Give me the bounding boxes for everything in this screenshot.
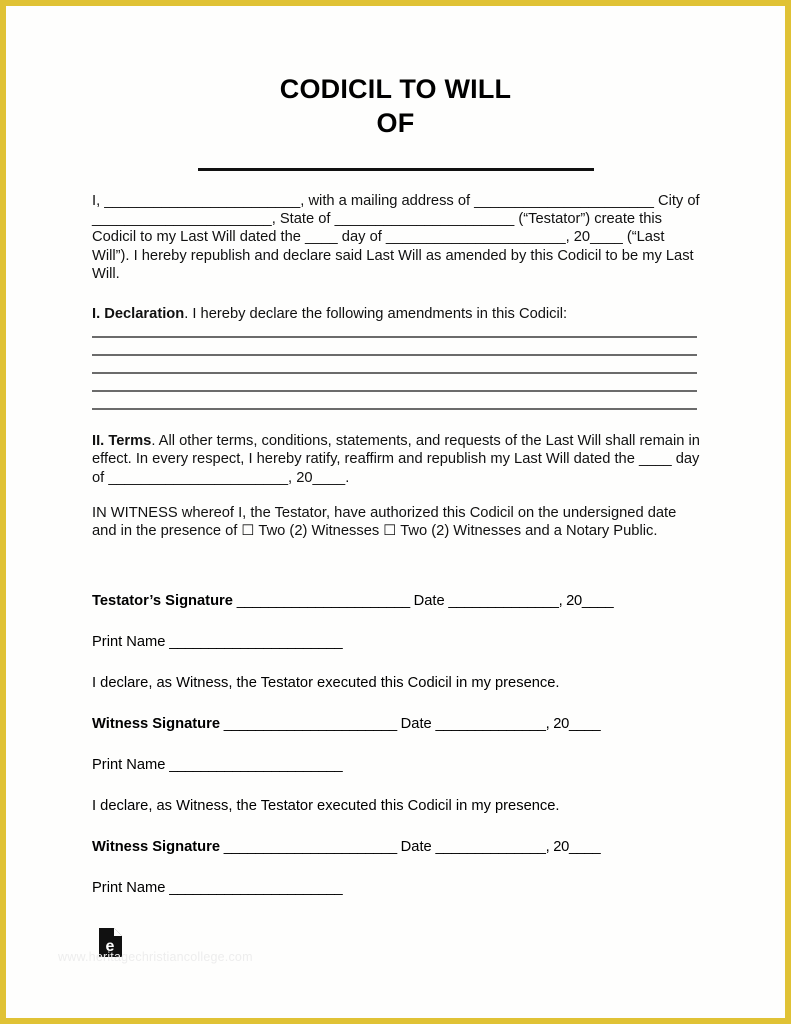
page-footer <box>58 928 378 980</box>
witness-one-print-name-blank[interactable]: ______________________ <box>165 757 343 774</box>
witness-two-signature-label: Witness Signature <box>92 839 220 856</box>
blank-line[interactable] <box>92 354 697 356</box>
terms-paragraph <box>92 432 704 487</box>
witness-two-declaration: I declare, as Witness, the Testator executed this Codicil in my presence. <box>92 798 560 815</box>
spacer <box>92 693 704 715</box>
witness-one-date-blank[interactable]: ______________, 20____ <box>431 716 601 733</box>
svg-text:e: e <box>105 938 115 955</box>
testator-date-label: Date <box>413 593 445 610</box>
witness-two-date-label: Date <box>400 839 432 856</box>
witness-one-date-label: Date <box>400 716 432 733</box>
witness-two-signature-blank[interactable]: ______________________ <box>220 839 401 856</box>
testator-signature-row <box>92 592 704 611</box>
testator-print-name-row <box>92 633 704 652</box>
declaration-heading: I. Declaration <box>92 306 185 323</box>
witness-one-signature-blank[interactable]: ______________________ <box>220 716 401 733</box>
spacer <box>92 487 704 504</box>
document-body <box>92 192 704 898</box>
title-line-1: CODICIL TO WILL <box>279 74 512 104</box>
testator-signature-blank[interactable]: ______________________ <box>232 593 414 610</box>
spacer <box>92 734 704 756</box>
declaration-text: . I hereby declare the following amendments in this Codicil: <box>184 306 568 323</box>
spacer <box>92 857 704 879</box>
testator-date-blank[interactable]: ______________, 20____ <box>444 593 614 610</box>
witness-two-print-name-row <box>92 879 704 898</box>
declaration-blank-lines[interactable] <box>92 336 704 410</box>
spacer <box>92 410 704 432</box>
terms-text: . All other terms, conditions, statements, and requests of the Last Will shall remain in effect. In every respect, I hereby ratify, reaffirm and republish my Last Will dated the ____ day of ______________________, 20____. <box>92 433 700 486</box>
witness-one-print-name-label: Print Name <box>92 757 166 774</box>
blank-line[interactable] <box>92 372 697 374</box>
spacer <box>92 652 704 674</box>
site-watermark: www.heritagechristiancollege.com <box>58 950 253 964</box>
testator-signature-label: Testator’s Signature <box>92 593 233 610</box>
witness-one-signature-label: Witness Signature <box>92 716 220 733</box>
declaration-paragraph <box>92 305 704 323</box>
page-title <box>6 6 785 140</box>
testator-print-name-label: Print Name <box>92 634 166 651</box>
spacer <box>92 283 704 305</box>
title-line-2: OF <box>376 108 415 138</box>
terms-heading: II. Terms <box>92 433 152 450</box>
witness-one-signature-row <box>92 715 704 734</box>
spacer <box>92 816 704 838</box>
blank-line[interactable] <box>92 336 697 338</box>
blank-line[interactable] <box>92 390 697 392</box>
witness-one-print-name-row <box>92 756 704 775</box>
title-underline-rule <box>198 168 594 171</box>
page-sheet <box>6 6 785 1018</box>
witness-two-date-blank[interactable]: ______________, 20____ <box>431 839 601 856</box>
witness-clause-paragraph: IN WITNESS whereof I, the Testator, have authorized this Codicil on the undersigned date and in the presence of ☐ Two (2) Witnesses ☐ Two (2) Witnesses and a Notary Public. <box>92 504 677 540</box>
spacer <box>92 611 704 633</box>
intro-paragraph: I, ________________________, with a mailing address of ______________________ City of ______________________, State of ______________________ (“Testator”) create this Codicil to my Last Will dated the ____ day of ______________________, 20____ (“Last Will”). I hereby republish and declare said Last Will as amended by this Codicil to be my Last Will. <box>92 193 700 282</box>
witness-one-declaration: I declare, as Witness, the Testator executed this Codicil in my presence. <box>92 675 560 692</box>
witness-two-print-name-blank[interactable]: ______________________ <box>165 880 343 897</box>
witness-two-print-name-label: Print Name <box>92 880 166 897</box>
spacer <box>92 775 704 797</box>
spacer <box>92 540 704 592</box>
testator-print-name-blank[interactable]: ______________________ <box>165 634 343 651</box>
witness-two-signature-row <box>92 838 704 857</box>
